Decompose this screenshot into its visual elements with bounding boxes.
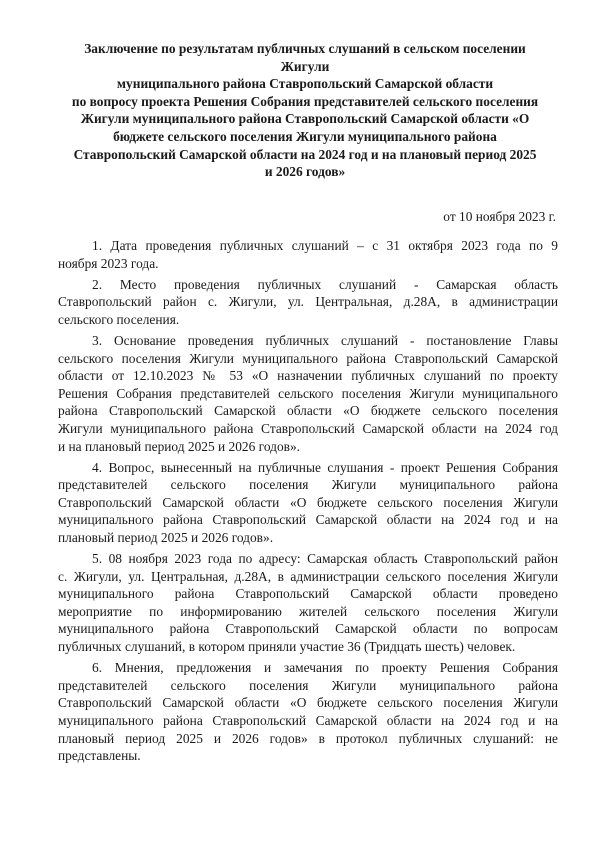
paragraph-2 bbox=[58, 276, 558, 329]
title-line: бюджете сельского поселения Жигули муниципального района bbox=[113, 128, 497, 144]
paragraph-line: ноября 2023 года. bbox=[58, 255, 159, 271]
title-line: Жигули муниципального района Ставропольский Самарской области «О bbox=[80, 111, 530, 127]
paragraph-line: 4. Вопрос, вынесенный на публичные слушания - проект Решения Собрания bbox=[92, 459, 558, 475]
paragraph-line: сельского поселения. bbox=[58, 311, 180, 327]
paragraph-line: сельского поселения Жигули муниципального района Ставропольский Самарской bbox=[58, 350, 558, 366]
paragraph-line: Решения Собрания представителей сельского поселения Жигули муниципального bbox=[58, 385, 558, 401]
paragraph-line: публичных слушаний, в котором приняли участие 36 (Тридцать шесть) человек. bbox=[58, 639, 516, 655]
paragraph-line: мероприятие по информированию жителей сельского поселения Жигули bbox=[58, 603, 558, 619]
title-line: и 2026 годов» bbox=[264, 164, 346, 180]
document-date: от 10 ноября 2023 г. bbox=[443, 209, 556, 224]
paragraph-line: муниципального района Ставропольский Самарской области на 2024 год и на bbox=[58, 712, 558, 728]
title-line: по вопросу проекта Решения Собрания представителей сельского поселения bbox=[71, 93, 539, 109]
paragraph-line: 5. 08 ноября 2023 года по адресу: Самарская область Ставропольский район bbox=[92, 551, 558, 567]
paragraph-line: 2. Место проведения публичных слушаний - Самарская область bbox=[92, 276, 558, 292]
paragraph-line: Жигули муниципального района Ставропольский Самарской области на 2024 год bbox=[58, 420, 558, 436]
paragraph-line: представлены. bbox=[58, 748, 141, 764]
paragraph-line: 1. Дата проведения публичных слушаний – с 31 октября 2023 года по 9 bbox=[92, 238, 558, 253]
paragraph-4 bbox=[58, 459, 558, 547]
paragraph-line: Ставропольский Самарской области «О бюджете сельского поселения Жигули bbox=[58, 695, 558, 711]
paragraph-3 bbox=[58, 332, 558, 455]
paragraph-line: Ставропольский Самарской области «О бюджете сельского поселения Жигули bbox=[58, 494, 558, 510]
paragraph-line: представителей сельского поселения Жигули муниципального района bbox=[58, 477, 558, 493]
paragraph-5 bbox=[58, 550, 558, 656]
paragraph-line: области от 12.10.2023 № 53 «О назначении публичных слушаний по проекту bbox=[58, 368, 558, 384]
paragraph-line: плановый период 2025 и 2026 годов». bbox=[58, 530, 274, 545]
paragraph-6 bbox=[58, 659, 558, 765]
paragraph-line: 3. Основание проведения публичных слушаний - постановление Главы bbox=[92, 332, 558, 348]
paragraph-line: с. Жигули, ул. Центральная, д.28А, в администрации сельского поселения Жигули bbox=[58, 568, 558, 584]
document-body bbox=[58, 237, 558, 765]
document-title bbox=[52, 40, 558, 181]
title-line: муниципального района Ставропольский Самарской области bbox=[116, 76, 494, 92]
paragraph-line: Ставропольский район с. Жигули, ул. Центральная, д.28А, в администрации bbox=[58, 294, 558, 310]
paragraph-line: муниципального района Ставропольский Самарской области проведено bbox=[58, 586, 558, 602]
paragraph-line: района Ставропольский Самарской области «О бюджете сельского поселения bbox=[58, 403, 558, 419]
paragraph-line: муниципального района Ставропольский Самарской области на 2024 год и на bbox=[58, 512, 558, 528]
title-line: Заключение по результатам публичных слушаний в сельском поселении bbox=[84, 41, 526, 56]
paragraph-line: представителей сельского поселения Жигули муниципального района bbox=[58, 677, 558, 693]
title-line: Жигули bbox=[280, 58, 330, 74]
paragraph-1 bbox=[58, 237, 558, 272]
title-line: Ставропольский Самарской области на 2024 год и на плановый период 2025 bbox=[73, 146, 537, 162]
paragraph-line: 6. Мнения, предложения и замечания по проекту Решения Собрания bbox=[92, 660, 558, 676]
paragraph-line: муниципального района Ставропольский Самарской области по вопросам bbox=[58, 621, 558, 637]
paragraph-line: и на плановый период 2025 и 2026 годов». bbox=[58, 438, 301, 454]
paragraph-line: плановый период 2025 и 2026 годов» в протокол публичных слушаний: не bbox=[58, 730, 558, 746]
